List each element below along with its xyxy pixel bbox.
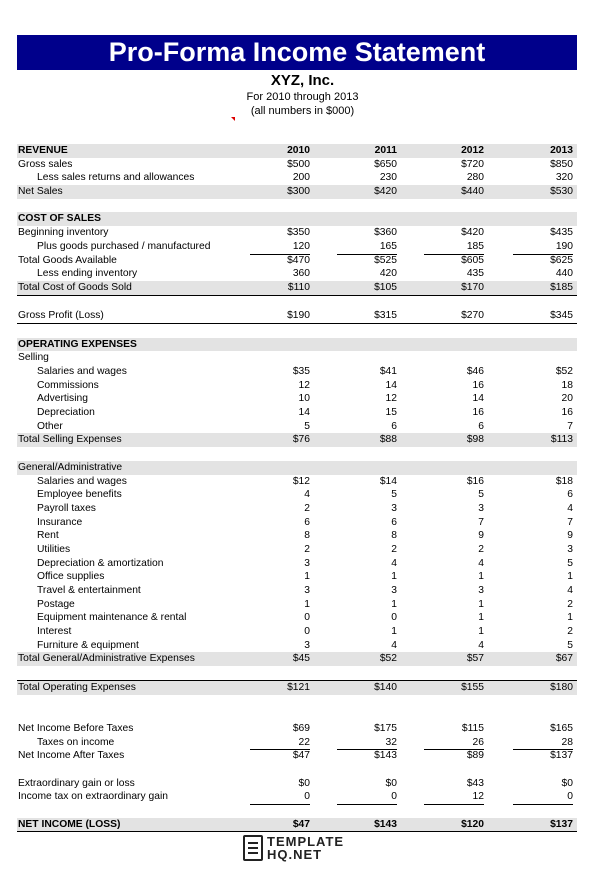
value-cell: 2010 xyxy=(287,145,310,156)
value-cell: $420 xyxy=(461,227,484,239)
value-cell: $121 xyxy=(287,681,310,693)
value-cell: $14 xyxy=(379,475,397,487)
value-cell: $470 xyxy=(287,254,310,266)
value-cell: 5 xyxy=(478,489,484,501)
spacer-row xyxy=(17,296,577,310)
value-cell: 4 xyxy=(424,639,484,654)
value-cell: 22 xyxy=(250,736,310,751)
value-cell: $350 xyxy=(287,227,310,239)
value-cell: 1 xyxy=(304,598,310,610)
statement-row xyxy=(17,185,577,199)
logo-text-line2: HQ.NET xyxy=(267,847,323,862)
spacer-row xyxy=(17,695,577,709)
value-cell: 4 xyxy=(567,502,573,514)
value-cell: $113 xyxy=(550,434,573,446)
value-cell: 10 xyxy=(298,393,310,405)
value-cell: 14 xyxy=(385,379,397,391)
value-cell: $137 xyxy=(550,750,573,762)
row-label: Utilities xyxy=(37,543,71,555)
value-cell: $175 xyxy=(374,722,397,734)
row-label: Selling xyxy=(18,352,49,364)
value-cell: 165 xyxy=(337,240,397,255)
value-cell: 2 xyxy=(304,502,310,514)
value-cell: 0 xyxy=(391,612,397,624)
value-cell: 1 xyxy=(391,598,397,610)
value-cell: $98 xyxy=(466,434,484,446)
row-label: Advertising xyxy=(37,393,88,405)
value-cell: $76 xyxy=(292,434,310,446)
statement-row xyxy=(17,652,577,666)
value-cell: 12 xyxy=(385,393,397,405)
page-title: Pro-Forma Income Statement xyxy=(17,35,577,70)
income-statement-table xyxy=(17,144,577,832)
row-label: Insurance xyxy=(37,516,83,528)
statement-row xyxy=(17,611,577,625)
value-cell: 360 xyxy=(250,267,310,282)
value-cell: $720 xyxy=(461,158,484,170)
value-cell: 230 xyxy=(337,171,397,186)
value-cell: 4 xyxy=(567,585,573,596)
value-cell: $105 xyxy=(374,281,397,293)
statement-row xyxy=(17,557,577,571)
value-cell: $605 xyxy=(461,254,484,266)
row-label: Total Cost of Goods Sold xyxy=(18,281,132,293)
statement-row xyxy=(17,365,577,379)
value-cell: $270 xyxy=(461,310,484,322)
value-cell: 7 xyxy=(567,516,573,528)
value-cell: 8 xyxy=(391,530,397,542)
value-cell: 3 xyxy=(478,585,484,596)
row-label: REVENUE xyxy=(18,145,68,156)
value-cell: 5 xyxy=(567,557,573,569)
value-cell: $315 xyxy=(374,310,397,322)
statement-row xyxy=(17,144,577,158)
value-cell: $180 xyxy=(550,681,573,693)
row-label: Gross Profit (Loss) xyxy=(18,310,104,322)
row-label: Travel & entertainment xyxy=(37,585,141,596)
statement-row xyxy=(17,281,577,296)
value-cell: $57 xyxy=(466,653,484,665)
value-cell: 7 xyxy=(478,516,484,528)
row-label: Interest xyxy=(37,626,72,638)
statement-row xyxy=(17,267,577,281)
statement-row xyxy=(17,433,577,447)
row-label: Depreciation & amortization xyxy=(37,557,164,569)
value-cell: $300 xyxy=(287,186,310,198)
value-cell: $35 xyxy=(292,366,310,377)
value-cell: 3 xyxy=(250,639,310,654)
value-cell: $88 xyxy=(379,434,397,446)
value-cell: 5 xyxy=(513,639,573,654)
value-cell: $18 xyxy=(555,475,573,487)
comment-marker-icon[interactable] xyxy=(231,117,235,121)
value-cell: 1 xyxy=(567,571,573,583)
value-cell: 6 xyxy=(391,516,397,528)
value-cell: 6 xyxy=(304,516,310,528)
value-cell: $69 xyxy=(292,722,310,734)
row-label: Salaries and wages xyxy=(37,366,127,377)
statement-row xyxy=(17,420,577,434)
value-cell: 26 xyxy=(424,736,484,751)
value-cell: $0 xyxy=(385,777,397,789)
value-cell: 1 xyxy=(567,612,573,624)
value-cell: $440 xyxy=(461,186,484,198)
value-cell: $45 xyxy=(292,653,310,665)
logo-text-line1: TEMPLATE xyxy=(267,834,345,849)
spacer-row xyxy=(17,324,577,338)
row-label: Employee benefits xyxy=(37,489,122,501)
value-cell: $120 xyxy=(461,818,484,830)
company-name: XYZ, Inc. xyxy=(270,72,335,89)
value-cell: $115 xyxy=(461,722,484,734)
row-label: Total General/Administrative Expenses xyxy=(18,653,195,665)
statement-row xyxy=(17,639,577,653)
value-cell: $41 xyxy=(379,366,397,377)
statement-row xyxy=(17,406,577,420)
row-label: Total Operating Expenses xyxy=(18,681,136,693)
row-label: Net Income Before Taxes xyxy=(18,722,134,734)
value-cell: $110 xyxy=(287,281,310,293)
value-cell: 5 xyxy=(391,489,397,501)
value-cell: 3 xyxy=(304,557,310,569)
statement-row xyxy=(17,475,577,489)
value-cell: 1 xyxy=(391,571,397,583)
value-cell: 2 xyxy=(304,543,310,555)
spacer-row xyxy=(17,666,577,680)
value-cell: 185 xyxy=(424,240,484,255)
value-cell: $165 xyxy=(550,722,573,734)
statement-row xyxy=(17,488,577,502)
statement-row xyxy=(17,171,577,185)
statement-row xyxy=(17,254,577,268)
row-label: Commissions xyxy=(37,379,99,391)
value-cell: 320 xyxy=(513,171,573,186)
row-label: Salaries and wages xyxy=(37,475,127,487)
value-cell: 2 xyxy=(567,626,573,638)
statement-row xyxy=(17,240,577,254)
value-cell: $46 xyxy=(466,366,484,377)
value-cell: $47 xyxy=(292,750,310,762)
value-cell: 12 xyxy=(298,379,310,391)
statement-row xyxy=(17,351,577,365)
row-label: Taxes on income xyxy=(37,736,115,748)
value-cell: $16 xyxy=(466,475,484,487)
statement-row xyxy=(17,570,577,584)
value-cell: 5 xyxy=(250,420,310,435)
value-cell: 120 xyxy=(250,240,310,255)
value-cell: $345 xyxy=(550,310,573,322)
statement-row xyxy=(17,516,577,530)
row-label: Extraordinary gain or loss xyxy=(18,777,135,789)
value-cell: 200 xyxy=(250,171,310,186)
statement-row xyxy=(17,584,577,598)
spacer-row xyxy=(17,447,577,461)
period-label: For 2010 through 2013 xyxy=(246,91,359,103)
value-cell: 3 xyxy=(304,585,310,596)
value-cell: $52 xyxy=(555,366,573,377)
row-label: Postage xyxy=(37,598,75,610)
statement-row xyxy=(17,158,577,172)
spacer-row xyxy=(17,199,577,213)
value-cell: 16 xyxy=(472,379,484,391)
value-cell: 0 xyxy=(304,612,310,624)
value-cell: 4 xyxy=(478,557,484,569)
value-cell: $360 xyxy=(374,227,397,239)
value-cell: 1 xyxy=(391,626,397,638)
value-cell: 2 xyxy=(567,598,573,610)
value-cell: 14 xyxy=(472,393,484,405)
row-label: Depreciation xyxy=(37,407,95,419)
value-cell: 2013 xyxy=(550,145,573,156)
value-cell: 0 xyxy=(513,790,573,805)
value-cell: $143 xyxy=(374,818,397,830)
value-cell: 3 xyxy=(391,585,397,596)
value-cell: $155 xyxy=(461,681,484,693)
value-cell: 15 xyxy=(385,407,397,419)
statement-row xyxy=(17,749,577,763)
value-cell: 1 xyxy=(478,612,484,624)
value-cell: 7 xyxy=(513,420,573,435)
row-label: Gross sales xyxy=(18,158,73,170)
value-cell: 0 xyxy=(250,790,310,805)
row-label: OPERATING EXPENSES xyxy=(18,338,137,350)
value-cell: $143 xyxy=(374,750,397,762)
row-label: Other xyxy=(37,420,63,432)
statement-row xyxy=(17,777,577,791)
spacer-row xyxy=(17,763,577,777)
value-cell: $420 xyxy=(374,186,397,198)
value-cell: 280 xyxy=(424,171,484,186)
row-label: NET INCOME (LOSS) xyxy=(18,818,121,830)
value-cell: $500 xyxy=(287,158,310,170)
value-cell: 440 xyxy=(513,267,573,282)
row-label: Net Income After Taxes xyxy=(18,750,125,762)
value-cell: $52 xyxy=(379,653,397,665)
row-label: Rent xyxy=(37,530,59,542)
value-cell: 9 xyxy=(567,530,573,542)
document-icon xyxy=(243,835,263,861)
statement-row xyxy=(17,309,577,324)
row-label: Income tax on extraordinary gain xyxy=(18,791,168,803)
statement-row xyxy=(17,818,577,833)
row-label: Less ending inventory xyxy=(37,268,138,280)
value-cell: $47 xyxy=(292,818,310,830)
statement-row xyxy=(17,625,577,639)
value-cell: 3 xyxy=(478,502,484,514)
value-cell: 16 xyxy=(561,407,573,419)
value-cell: 1 xyxy=(304,571,310,583)
value-cell: $89 xyxy=(466,750,484,762)
statement-row xyxy=(17,226,577,240)
value-cell: 16 xyxy=(472,407,484,419)
row-label: Total Goods Available xyxy=(18,254,117,266)
value-cell: 1 xyxy=(478,571,484,583)
row-label: Total Selling Expenses xyxy=(18,434,122,446)
value-cell: 6 xyxy=(424,420,484,435)
value-cell: 9 xyxy=(478,530,484,542)
spacer-row xyxy=(17,804,577,818)
statement-row xyxy=(17,543,577,557)
row-label: Payroll taxes xyxy=(37,502,96,514)
statement-row xyxy=(17,502,577,516)
value-cell: 2011 xyxy=(374,145,397,156)
spacer-row xyxy=(17,708,577,722)
row-label: Net Sales xyxy=(18,186,63,198)
statement-row xyxy=(17,392,577,406)
value-cell: $625 xyxy=(550,254,573,266)
value-cell: 20 xyxy=(561,393,573,405)
value-cell: $12 xyxy=(292,475,310,487)
statement-row xyxy=(17,790,577,804)
value-cell: 190 xyxy=(513,240,573,255)
row-label: Less sales returns and allowances xyxy=(37,172,195,184)
value-cell: 14 xyxy=(298,407,310,419)
value-cell: 420 xyxy=(337,267,397,282)
value-cell: 1 xyxy=(478,598,484,610)
templatehq-logo xyxy=(243,833,344,863)
statement-row xyxy=(17,736,577,750)
statement-row xyxy=(17,379,577,393)
statement-row xyxy=(17,461,577,475)
value-cell: $650 xyxy=(374,158,397,170)
value-cell: 28 xyxy=(513,736,573,751)
value-cell: 6 xyxy=(567,489,573,501)
value-cell: 2012 xyxy=(461,145,484,156)
value-cell: 4 xyxy=(304,489,310,501)
value-cell: $137 xyxy=(550,818,573,830)
value-cell: 4 xyxy=(337,639,397,654)
value-cell: 32 xyxy=(337,736,397,751)
value-cell: $850 xyxy=(550,158,573,170)
units-label: (all numbers in $000) xyxy=(250,105,355,117)
row-label: Beginning inventory xyxy=(18,227,109,239)
value-cell: $140 xyxy=(374,681,397,693)
value-cell: $190 xyxy=(287,310,310,322)
statement-row xyxy=(17,722,577,736)
value-cell: $530 xyxy=(550,186,573,198)
value-cell: 18 xyxy=(561,379,573,391)
statement-row xyxy=(17,680,577,695)
row-label: Office supplies xyxy=(37,571,105,583)
value-cell: 1 xyxy=(478,626,484,638)
value-cell: 435 xyxy=(424,267,484,282)
value-cell: 0 xyxy=(304,626,310,638)
statement-row xyxy=(17,598,577,612)
value-cell: $170 xyxy=(461,281,484,293)
row-label: General/Administrative xyxy=(18,461,123,473)
value-cell: $525 xyxy=(374,254,397,266)
row-label: Plus goods purchased / manufactured xyxy=(37,240,211,252)
value-cell: $0 xyxy=(298,777,310,789)
value-cell: 3 xyxy=(391,502,397,514)
row-label: COST OF SALES xyxy=(18,213,101,225)
value-cell: 0 xyxy=(337,790,397,805)
value-cell: 12 xyxy=(424,790,484,805)
row-label: Equipment maintenance & rental xyxy=(37,612,187,624)
value-cell: 2 xyxy=(391,543,397,555)
statement-row xyxy=(17,338,577,352)
statement-row xyxy=(17,529,577,543)
value-cell: $43 xyxy=(466,777,484,789)
value-cell: 4 xyxy=(391,557,397,569)
row-label: Furniture & equipment xyxy=(37,639,139,651)
value-cell: $0 xyxy=(561,777,573,789)
value-cell: 8 xyxy=(304,530,310,542)
value-cell: 2 xyxy=(478,543,484,555)
value-cell: $185 xyxy=(550,281,573,293)
value-cell: 6 xyxy=(337,420,397,435)
value-cell: $67 xyxy=(555,653,573,665)
statement-row xyxy=(17,212,577,226)
value-cell: $435 xyxy=(550,227,573,239)
value-cell: 3 xyxy=(567,543,573,555)
